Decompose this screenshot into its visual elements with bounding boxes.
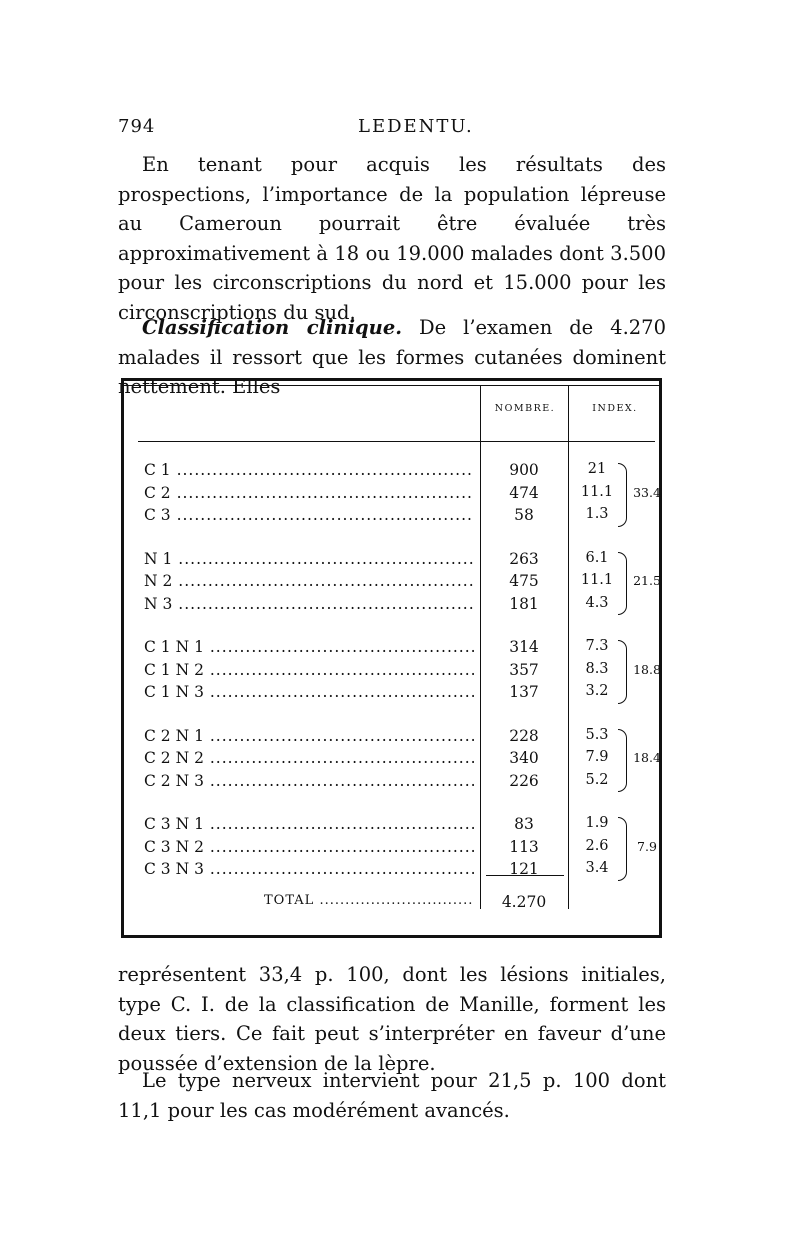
- column-header-index: INDEX.: [592, 403, 638, 414]
- table-inner-rule: [124, 385, 659, 386]
- row-label: N 2 .....: [144, 572, 474, 590]
- group-brace: [618, 817, 627, 881]
- row-index: 11.1: [580, 572, 614, 588]
- row-nombre: 121: [509, 860, 539, 878]
- total-rule: [486, 875, 564, 876]
- row-label: C 1 N 2 .....: [144, 661, 474, 679]
- total-label: TOTAL .....: [264, 893, 474, 908]
- total-value: 4.270: [501, 893, 547, 911]
- row-nombre: 314: [509, 638, 539, 656]
- row-label: C 3 N 3 .....: [144, 860, 474, 878]
- table-row: [124, 506, 659, 528]
- row-index: 3.4: [585, 860, 609, 876]
- group-brace: [618, 640, 627, 704]
- row-nombre: 113: [509, 837, 539, 856]
- table-row: [124, 550, 659, 572]
- table-row: [124, 484, 659, 506]
- row-label: C 1 N 1 .....: [144, 638, 474, 656]
- table-row: [124, 727, 659, 749]
- row-index: 6.1: [585, 549, 609, 566]
- group-brace: [618, 552, 627, 616]
- table-row: [124, 661, 659, 683]
- table-row: [124, 772, 659, 794]
- row-nombre: 474: [509, 483, 539, 502]
- row-nombre: 137: [509, 683, 539, 701]
- row-label: C 2 .....: [144, 484, 474, 502]
- row-label: C 1 .....: [144, 461, 474, 479]
- row-index: 3.2: [585, 683, 609, 699]
- table-row: [124, 860, 659, 882]
- row-nombre: 263: [509, 549, 539, 568]
- table-row: [124, 815, 659, 837]
- row-label: C 3 .....: [144, 506, 474, 524]
- row-nombre: 181: [509, 594, 539, 613]
- row-nombre: 226: [509, 771, 539, 790]
- row-nombre: 58: [514, 506, 534, 524]
- paragraph-cutaneous-forms: représentent 33,4 p. 100, dont les lésions initiales, type C. I. de la classification de Manille, forment les deux tiers. Ce fait peut s’interpréter en faveur d’une poussée d’extension de la lèpre.: [118, 963, 666, 1075]
- row-index: 7.3: [585, 638, 609, 654]
- row-nombre: 83: [514, 815, 534, 833]
- row-nombre: 340: [509, 749, 539, 767]
- paragraph-nervous-type: Le type nerveux intervient pour 21,5 p. 100 dont 11,1 pour les cas modérément avancés.: [118, 1069, 666, 1122]
- section-lead: Classification clinique.: [142, 316, 403, 339]
- row-label: C 1 N 3 .....: [144, 683, 474, 701]
- table-row: [124, 749, 659, 771]
- paragraph-text: De l’examen de 4.270 malades il ressort que les formes cutanées dominent nettement. Elles: [118, 316, 666, 398]
- row-nombre: 357: [509, 660, 539, 679]
- row-label: C 2 N 2 .....: [144, 749, 474, 767]
- total-row: [124, 893, 659, 915]
- table-row: [124, 461, 659, 483]
- row-nombre: 900: [509, 461, 539, 479]
- page-number: 794: [118, 116, 156, 137]
- row-index: 7.9: [585, 749, 609, 765]
- row-label: N 1 .....: [144, 550, 474, 568]
- row-index: 4.3: [585, 594, 609, 611]
- row-index: 5.3: [585, 726, 609, 743]
- group-brace: [618, 729, 627, 793]
- table-row: [124, 638, 659, 660]
- row-index: 11.1: [580, 483, 614, 500]
- table-row: [124, 572, 659, 594]
- group-brace: [618, 463, 627, 527]
- group-index-total: 33.4: [633, 484, 661, 500]
- row-nombre: 475: [509, 572, 539, 590]
- row-index: 1.9: [585, 815, 609, 831]
- page-header: [118, 116, 668, 140]
- header-rule: [138, 441, 655, 442]
- row-label: C 3 N 1 .....: [144, 815, 474, 833]
- row-index: 21: [587, 461, 607, 477]
- row-label: C 3 N 2 .....: [144, 838, 474, 856]
- row-index: 1.3: [585, 506, 609, 522]
- group-index-total: 18.4: [633, 750, 661, 765]
- row-index: 8.3: [585, 660, 609, 677]
- row-label: C 2 N 1 .....: [144, 727, 474, 745]
- classification-table: [121, 378, 662, 938]
- table-row: [124, 838, 659, 860]
- row-index: 2.6: [585, 837, 609, 854]
- table-row: [124, 595, 659, 617]
- table-row: [124, 683, 659, 705]
- column-header-nombre: NOMBRE.: [494, 403, 556, 414]
- row-label: N 3 .....: [144, 595, 474, 613]
- running-title: LEDENTU.: [358, 116, 474, 137]
- group-index-total: 21.5: [633, 573, 661, 588]
- row-label: C 2 N 3 .....: [144, 772, 474, 790]
- paragraph-population-estimate: En tenant pour acquis les résultats des prospections, l’importance de la population lépreuse au Cameroun pourrait être évaluée très approximativement à 18 ou 19.000 malades dont 3.500 pour les circonscriptions du nord et 15.000 pour les circonscriptions du sud.: [118, 153, 666, 324]
- group-index-total: 18.8: [633, 661, 661, 677]
- row-index: 5.2: [585, 771, 609, 788]
- group-index-total: 7.9: [637, 838, 657, 854]
- row-nombre: 228: [509, 726, 539, 745]
